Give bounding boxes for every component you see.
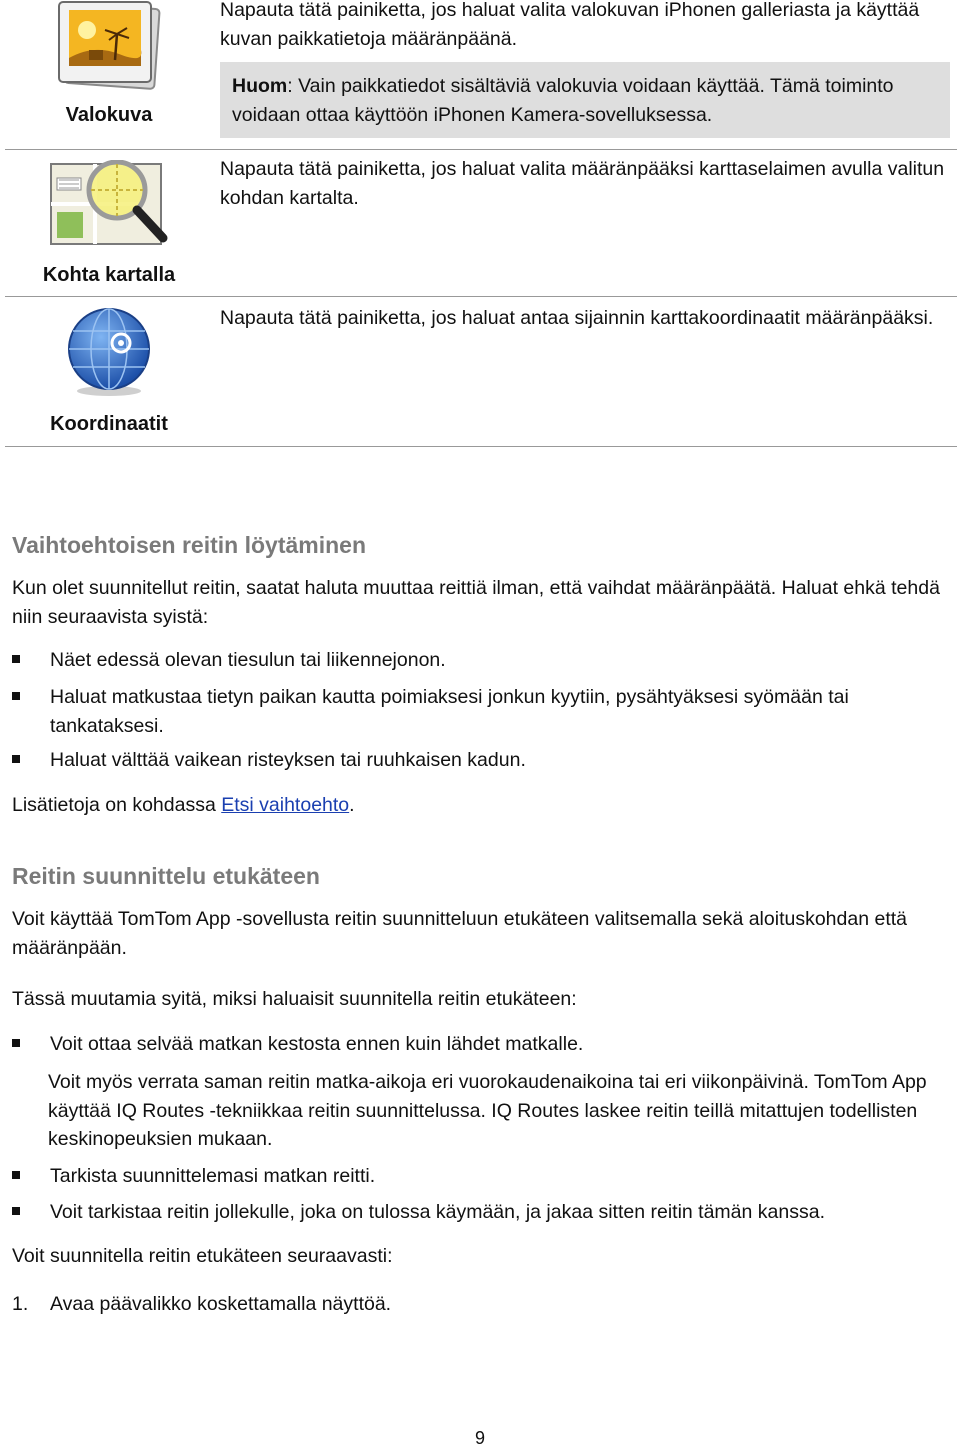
list-item-text: Haluat välttää vaikean risteyksen tai ruuhkaisen kadun.	[50, 749, 526, 771]
paragraph: Voit suunnitella reitin etukäteen seuraavasti:	[12, 1245, 393, 1267]
page-number: 9	[474, 1428, 485, 1448]
option-description: Napauta tätä painiketta, jos haluat valita määränpääksi karttaselaimen avulla valitun kohdan kartalta.	[220, 158, 945, 209]
option-label: Kohta kartalla	[42, 264, 176, 286]
list-item-detail: Voit myös verrata saman reitin matka-aikoja eri vuorokaudenaikoina tai eri viikonpäivinä. TomTom App käyttää IQ Routes -tekniikkaa reitin suunnittelussa. IQ Routes laskee reitin teillä mitattujen todellisten keskinopeuksien mukaan.	[48, 1071, 927, 1150]
divider	[5, 446, 957, 447]
bullet-marker	[12, 655, 20, 663]
list-item-text: Voit ottaa selvää matkan kestosta ennen kuin lähdet matkalle.	[50, 1033, 584, 1055]
step-number: 1.	[12, 1293, 29, 1315]
bullet-marker	[12, 1039, 20, 1047]
option-label: Valokuva	[65, 104, 153, 126]
section-heading: Vaihtoehtoisen reitin löytäminen	[12, 532, 367, 558]
section-heading: Reitin suunnittelu etukäteen	[12, 863, 320, 889]
list-item-text: Haluat matkustaa tietyn paikan kautta poimiaksesi jonkun kyytiin, pysähtyäksesi syömään tai tankataksesi.	[50, 686, 849, 737]
list-item-text: Tarkista suunnittelemasi matkan reitti.	[50, 1165, 376, 1187]
more-info	[12, 791, 947, 820]
globe-icon[interactable]	[0, 303, 218, 404]
divider	[5, 149, 957, 150]
bullet-marker	[12, 755, 20, 763]
option-description: Napauta tätä painiketta, jos haluat valita valokuvan iPhonen galleriasta ja käyttää kuvan paikkatietoja määränpäänä.	[220, 0, 920, 50]
list-item-text: Voit tarkistaa reitin jollekulle, joka on tulossa käymään, ja jakaa sitten reitin tämän kanssa.	[50, 1201, 825, 1223]
bullet-marker	[12, 692, 20, 700]
paragraph: Kun olet suunnitellut reitin, saatat haluta muuttaa reittiä ilman, että vaihdat määränpäätä. Haluat ehkä tehdä niin seuraavista syistä:	[12, 577, 940, 628]
divider	[5, 296, 957, 297]
map-magnifier-icon[interactable]	[0, 160, 218, 255]
bullet-marker	[12, 1207, 20, 1215]
more-info-suffix: .	[349, 794, 355, 816]
option-description: Napauta tätä painiketta, jos haluat antaa sijainnin karttakoordinaatit määränpääksi.	[220, 307, 934, 329]
find-alternative-link[interactable]: Etsi vaihtoehto	[221, 794, 350, 816]
paragraph: Voit käyttää TomTom App -sovellusta reitin suunnitteluun etukäteen valitsemalla sekä aloituskohdan että määränpään.	[12, 908, 908, 959]
step-text: Avaa päävalikko koskettamalla näyttöä.	[50, 1293, 392, 1315]
note-text: : Vain paikkatiedot sisältäviä valokuvia voidaan käyttää. Tämä toiminto voidaan ottaa käyttöön iPhonen Kamera-sovelluksessa.	[232, 75, 894, 126]
more-info-prefix: Lisätietoja on kohdassa	[12, 794, 222, 816]
note-label: Huom	[232, 75, 288, 97]
list-item-text: Näet edessä olevan tiesulun tai liikennejonon.	[50, 649, 446, 671]
photo-icon[interactable]	[0, 0, 218, 97]
bullet-marker	[12, 1171, 20, 1179]
paragraph: Tässä muutamia syitä, miksi haluaisit suunnitella reitin etukäteen:	[12, 988, 577, 1010]
option-label: Koordinaatit	[50, 413, 168, 435]
note-box	[220, 62, 950, 138]
